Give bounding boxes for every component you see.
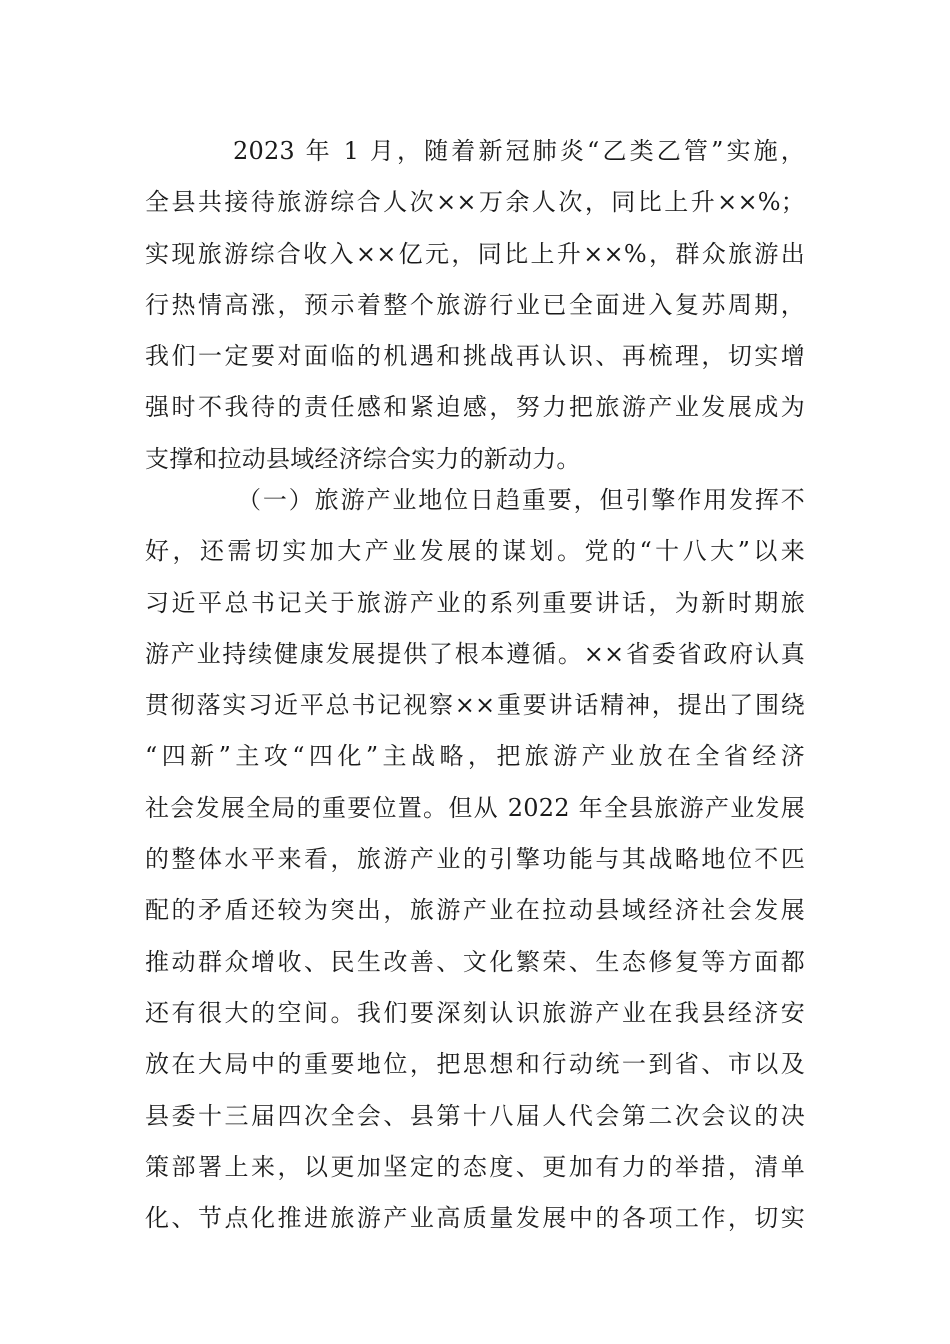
paragraph-line: 强时不我待的责任感和紧迫感，努力把旅游产业发展成为 — [145, 393, 805, 422]
paragraph-tourism-recovery — [145, 126, 805, 485]
paragraph-line: 县委十三届四次全会、县第十八届人代会第二次会议的决 — [145, 1101, 805, 1130]
paragraph-line: 习近平总书记关于旅游产业的系列重要讲话，为新时期旅 — [145, 588, 805, 617]
paragraph-line: （一）旅游产业地位日趋重要，但引擎作用发挥不 — [237, 486, 805, 514]
paragraph-line: 的整体水平来看，旅游产业的引擎功能与其战略地位不匹 — [145, 845, 805, 874]
paragraph-line: 行热情高涨，预示着整个旅游行业已全面进入复苏周期， — [145, 290, 805, 319]
paragraph-line: 配的矛盾还较为突出，旅游产业在拉动县域经济社会发展 — [145, 896, 805, 925]
paragraph-line: 推动群众增收、民生改善、文化繁荣、生态修复等方面都 — [145, 947, 805, 976]
paragraph-line: 支撑和拉动县域经济综合实力的新动力。 — [145, 444, 581, 473]
paragraph-line: 社会发展全局的重要位置。但从 2022 年全县旅游产业发展 — [145, 793, 805, 822]
paragraph-line: 好，还需切实加大产业发展的谋划。党的“十八大”以来 — [145, 537, 805, 566]
paragraph-industry-status — [145, 475, 805, 1244]
paragraph-line: 化、节点化推进旅游产业高质量发展中的各项工作，切实 — [145, 1204, 805, 1233]
paragraph-line: 全县共接待旅游综合人次××万余人次，同比上升××%； — [145, 188, 805, 217]
paragraph-line: 2023 年 1 月，随着新冠肺炎“乙类乙管”实施， — [233, 137, 805, 165]
paragraph-line: 游产业持续健康发展提供了根本遵循。××省委省政府认真 — [145, 639, 805, 668]
paragraph-line: 放在大局中的重要地位，把思想和行动统一到省、市以及 — [145, 1050, 805, 1079]
paragraph-line: 策部署上来，以更加坚定的态度、更加有力的举措，清单 — [145, 1152, 805, 1181]
paragraph-line: 还有很大的空间。我们要深刻认识旅游产业在我县经济安 — [145, 998, 805, 1027]
paragraph-line: 实现旅游综合收入××亿元，同比上升××%，群众旅游出 — [145, 239, 805, 268]
paragraph-line: 贯彻落实习近平总书记视察××重要讲话精神，提出了围绕 — [145, 691, 805, 720]
paragraph-line: 我们一定要对面临的机遇和挑战再认识、再梳理，切实增 — [145, 342, 805, 371]
paragraph-line: “四新”主攻“四化”主战略，把旅游产业放在全省经济 — [145, 742, 805, 771]
